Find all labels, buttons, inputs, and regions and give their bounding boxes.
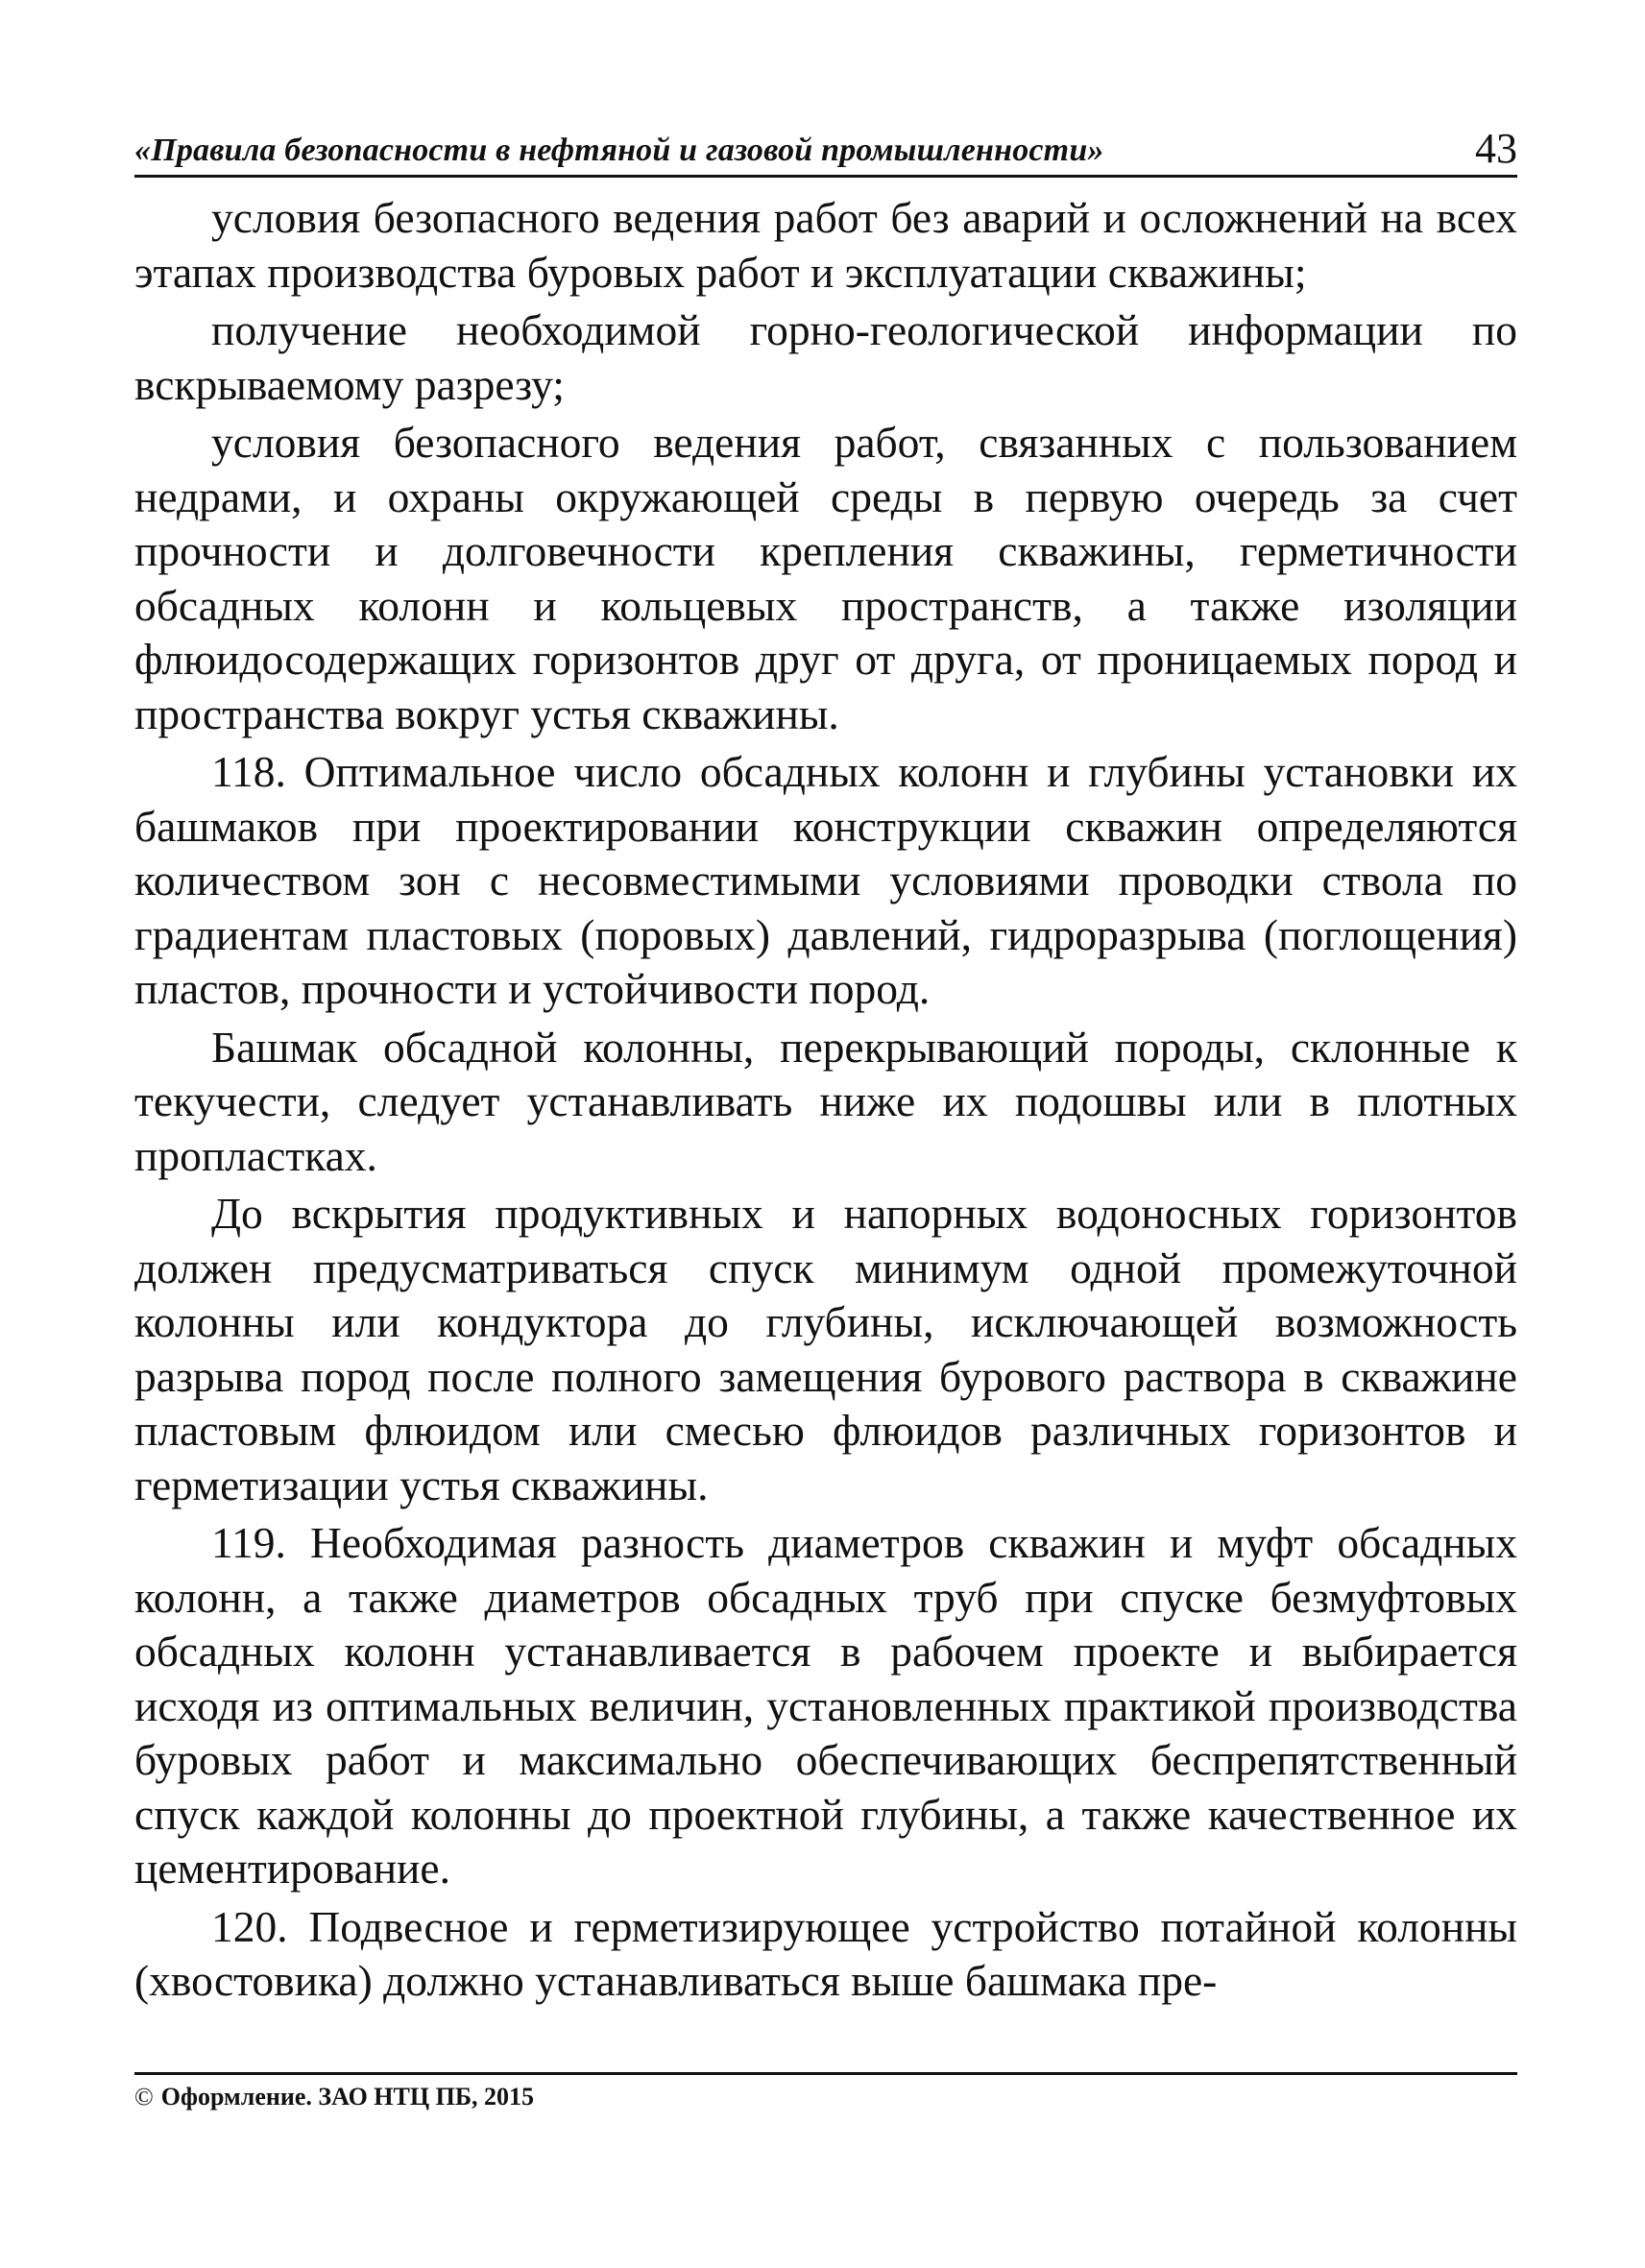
page-number: 43 — [1475, 125, 1517, 172]
paragraph-118: 118. Оптимальное число обсадных колонн и глубины установки их башмаков при проектировании конструкции скважин определяются количеством зон с несовместимыми условиями проводки ствола по градиентам пластовых (поровых) давлений, гидроразрыва (поглощения) пластов, прочности и устойчивости пород. — [134, 747, 1517, 1013]
document-title: «Правила безопасности в нефтяной и газовой промышленности» — [134, 133, 1104, 168]
copyright-icon: © — [134, 2083, 154, 2111]
paragraph: получение необходимой горно-геологической информации по вскрываемому разрезу; — [134, 305, 1517, 409]
paragraph: условия безопасного ведения работ, связанных с пользованием недрами, и охраны окружающей среды в первую очередь за счет прочности и долговечности крепления скважины, герметичности обсадных колонн и кольцевых пространств, а также изоляции флюидосодержащих горизонтов друг от друга, от проницаемых пород и пространства вокруг устья скважины. — [134, 418, 1517, 738]
paragraph: условия безопасного ведения работ без аварий и осложнений на всех этапах производства буровых работ и эксплуатации скважины; — [134, 193, 1517, 297]
footer-text: Оформление. ЗАО НТЦ ПБ, 2015 — [160, 2083, 535, 2111]
paragraph: Башмак обсадной колонны, перекрывающий породы, склонные к текучести, следует устанавливать ниже их подошвы или в плотных пропластках. — [134, 1022, 1517, 1180]
document-page — [134, 115, 1517, 2151]
page-footer — [134, 2072, 1517, 2111]
paragraph: До вскрытия продуктивных и напорных водоносных горизонтов должен предусматриваться спуск минимум одной промежуточной колонны или кондуктора до глубины, исключающей возможность разрыва пород после полного замещения бурового раствора в скважине пластовым флюидом или смесью флюидов различных горизонтов и герметизации устья скважины. — [134, 1189, 1517, 1509]
paragraph-119: 119. Необходимая разность диаметров скважин и муфт обсадных колонн, а также диаметров обсадных труб при спуске безмуфтовых обсадных колонн устанавливается в рабочем проекте и выбирается исходя из оптимальных величин, установленных практикой производства буровых работ и максимально обеспечивающих беспрепятственный спуск каждой колонны до проектной глубины, а также качественное их цементирование. — [134, 1518, 1517, 1893]
paragraph-120: 120. Подвесное и герметизирующее устройство потайной колонны (хвостовика) должно устанавливаться выше башмака пре- — [134, 1901, 1517, 2005]
body-text — [134, 191, 1517, 2009]
running-header — [134, 115, 1517, 178]
